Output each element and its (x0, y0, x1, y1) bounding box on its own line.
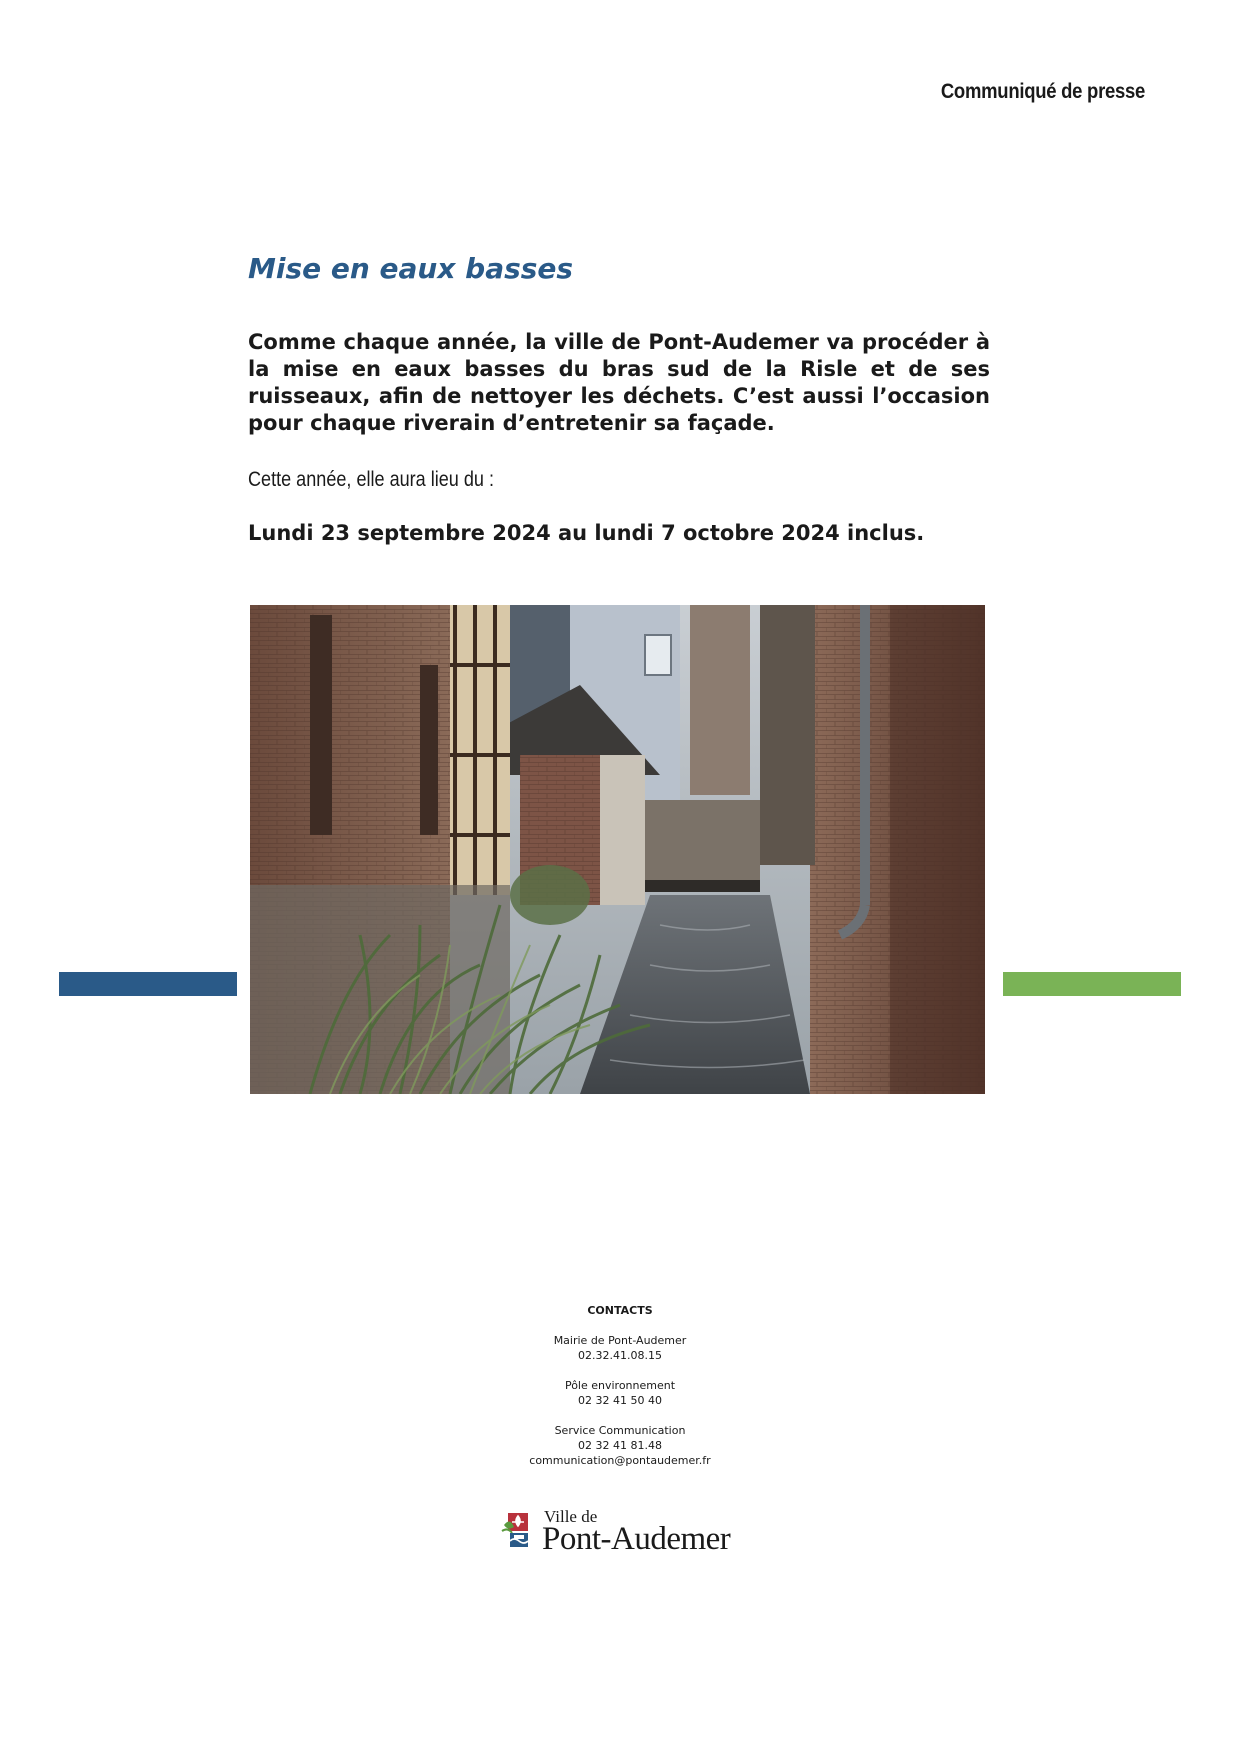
contact-phone: 02 32 41 81.48 (578, 1439, 662, 1452)
lead-paragraph: Comme chaque année, la ville de Pont-Audemer va procéder à la mise en eaux basses du bras sud de la Risle et de ses ruisseaux, afin de nettoyer les déchets. C’est aussi l’occasion pour chaque riverain d’entretenir sa façade. (248, 330, 990, 435)
contact-phone: 02 32 41 50 40 (578, 1394, 662, 1407)
contact-phone: 02.32.41.08.15 (578, 1349, 662, 1362)
contact-name: Service Communication (554, 1424, 686, 1437)
contact-entry (420, 1378, 820, 1408)
contact-entry (420, 1423, 820, 1468)
intro-text: Cette année, elle aura lieu du : (248, 468, 495, 491)
contact-entry (420, 1333, 820, 1363)
canal-photo (250, 605, 985, 1094)
coat-of-arms-icon (500, 1511, 542, 1555)
contact-name: Mairie de Pont-Audemer (553, 1334, 687, 1347)
contact-name: Pôle environnement (564, 1379, 676, 1392)
event-dates: Lundi 23 septembre 2024 au lundi 7 octobre 2024 inclus. (248, 521, 925, 545)
green-accent-bar (1003, 972, 1181, 996)
blue-accent-bar (59, 972, 237, 996)
press-release-label: Communiqué de presse (940, 80, 1145, 103)
page-title: Mise en eaux basses (248, 252, 574, 285)
city-logo (500, 1503, 740, 1563)
logo-big-text: Pont-Audemer (542, 1521, 731, 1557)
contacts-title: CONTACTS (587, 1304, 653, 1317)
contacts-block (420, 1303, 820, 1483)
contact-email[interactable]: communication@pontaudemer.fr (529, 1454, 711, 1467)
logo-small-text: Ville de (544, 1507, 598, 1526)
